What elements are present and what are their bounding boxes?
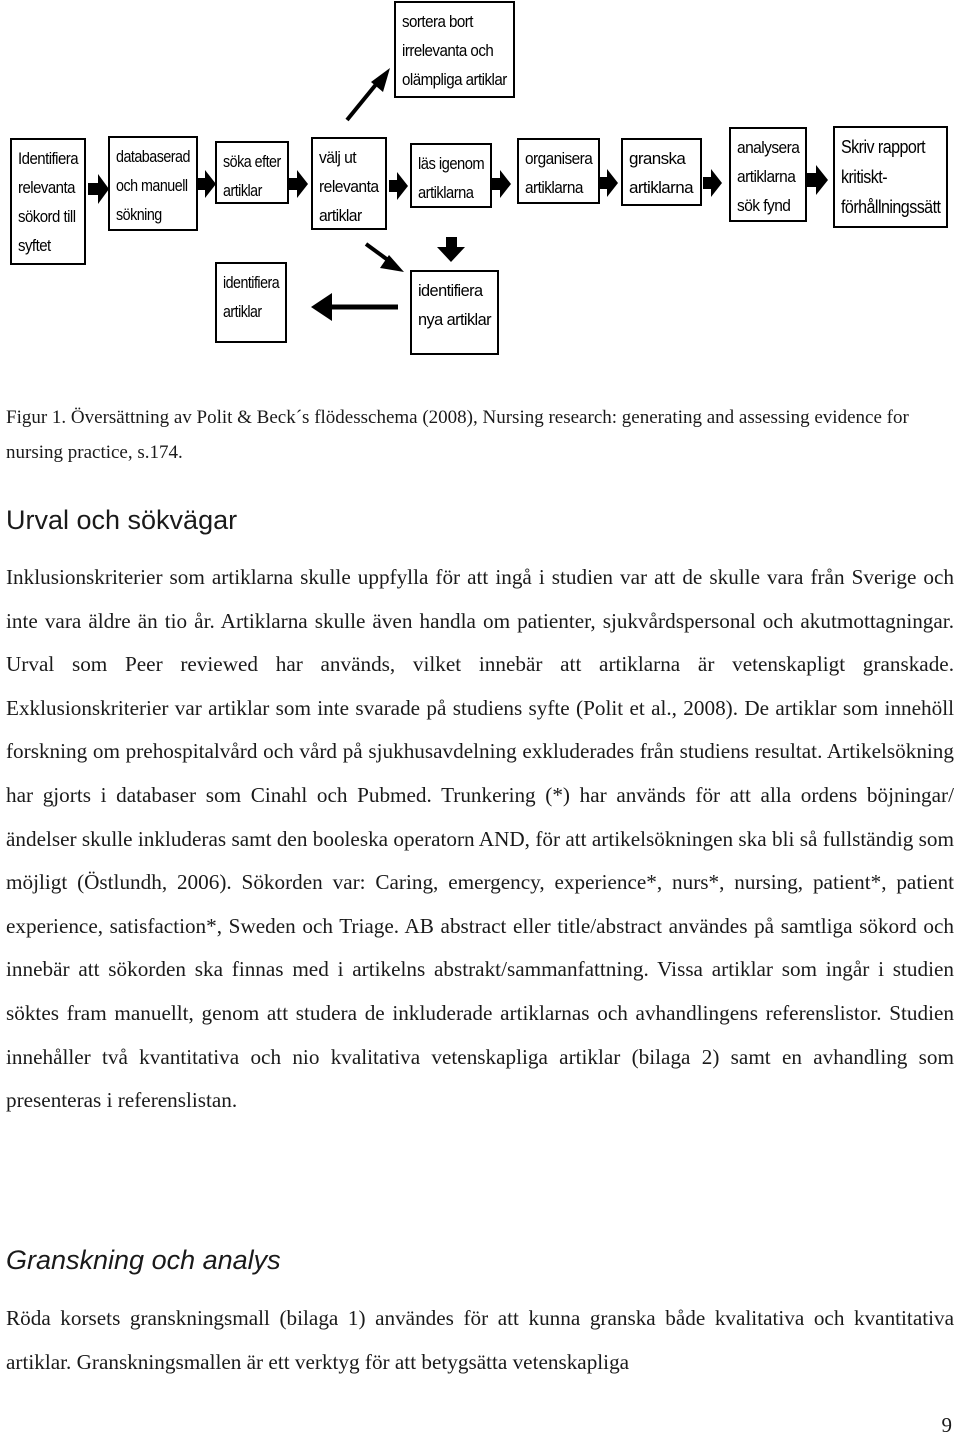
arrow-right-icon (88, 174, 109, 204)
page-number: 9 (941, 1413, 952, 1437)
arrow-down-icon (437, 237, 465, 262)
flow-box-select-relevant: välj ut relevanta artiklar (311, 137, 387, 230)
section-body-urval: Inklusionskriterier som artiklarna skulle uppfylla för att ingå i studien var att de skulle vara från Sverige och inte vara äldre än tio år. Artiklarna skulle även handla om patienter, sjukvårdspersonal och akutmottagningar. Urval som Peer reviewed har används, vilket innebär att artiklarna är vetenskapligt granskade. Exklusionskriterier var artiklar som inte svarade på studiens syfte (Polit et al., 2008). De artiklar som innehöll forskning om prehospitalvård och vård på sjukhusavdelning exkluderades från studiens resultat. Artikelsökning har gjorts i databaser som Cinahl och Pubmed. Trunkering (*) har används för att alla ordens böjningar/ändelser skulle inkluderas samt den booleska operatorn AND, för att artikelsökningen ska bli så fullständig som möjligt (Östlundh, 2006). Sökorden var: Caring, emergency, experience*, nurs*, nursing, patient*, patient experience, satisfaction*, Sweden och Triage. AB abstract eller title/abstract användes på samtliga sökord och innebär att sökorden ska finnas med i artikelns abstrakt/sammanfattning. Vissa artiklar som ingår i studien söktes fram manuellt, genom att studera de inkluderade artiklarnas och avhandlingens referenslistor. Studien innehåller två kvantitativa och nio kvalitativa vetenskapliga artiklar (bilaga 2) samt en avhandling som presenteras i referenslistan. (6, 565, 954, 1113)
section-heading-urval: Urval och sökvägar (6, 505, 238, 535)
arrow-diagonal-icon (347, 68, 390, 120)
arrow-right-icon (197, 170, 216, 198)
section-body-granskning: Röda korsets granskningsmall (bilaga 1) användes för att kunna granska både kvalitativa och kvantitativa artiklar. Granskningsmallen är ett verktyg för att betygsätta vetenskapliga (6, 1306, 954, 1374)
flow-box-analyze-articles: analysera artiklarna sök fynd (729, 127, 807, 222)
flow-box-identify-keywords: Identifiera relevanta sökord till syftet (10, 138, 86, 265)
section-heading-granskning: Granskning och analys (6, 1245, 281, 1275)
flow-box-organize-articles: organisera artiklarna (517, 138, 600, 204)
arrow-right-icon (492, 170, 511, 198)
flow-box-read-articles: läs igenom artiklarna (410, 143, 492, 208)
flow-box-database-search: databaserad och manuell sökning (108, 136, 198, 231)
arrow-diagonal-icon (366, 244, 404, 272)
arrow-right-icon (806, 165, 828, 195)
flow-box-sort-out-irrelevant: sortera bort irrelevanta och olämpliga artiklar (394, 1, 515, 98)
flow-box-identify-new-articles: identifiera nya artiklar (410, 270, 499, 355)
flow-box-write-report: Skriv rapport kritiskt- förhållningssätt (833, 126, 948, 228)
flow-box-identify-articles: identifiera artiklar (215, 262, 287, 343)
flowchart-diagram (0, 0, 960, 370)
arrow-left-icon (311, 293, 398, 321)
flow-box-search-articles: söka efter artiklar (215, 141, 289, 204)
arrow-right-icon (389, 172, 408, 200)
arrow-right-icon (599, 169, 618, 197)
arrow-right-icon (703, 169, 722, 197)
flow-box-review-articles: granska artiklarna (621, 138, 702, 206)
arrow-right-icon (289, 170, 308, 198)
figure-caption: Figur 1. Översättning av Polit & Beck´s flödesschema (2008), Nursing research: generating and assessing evidence for nursing practice, s.174. (6, 407, 909, 463)
